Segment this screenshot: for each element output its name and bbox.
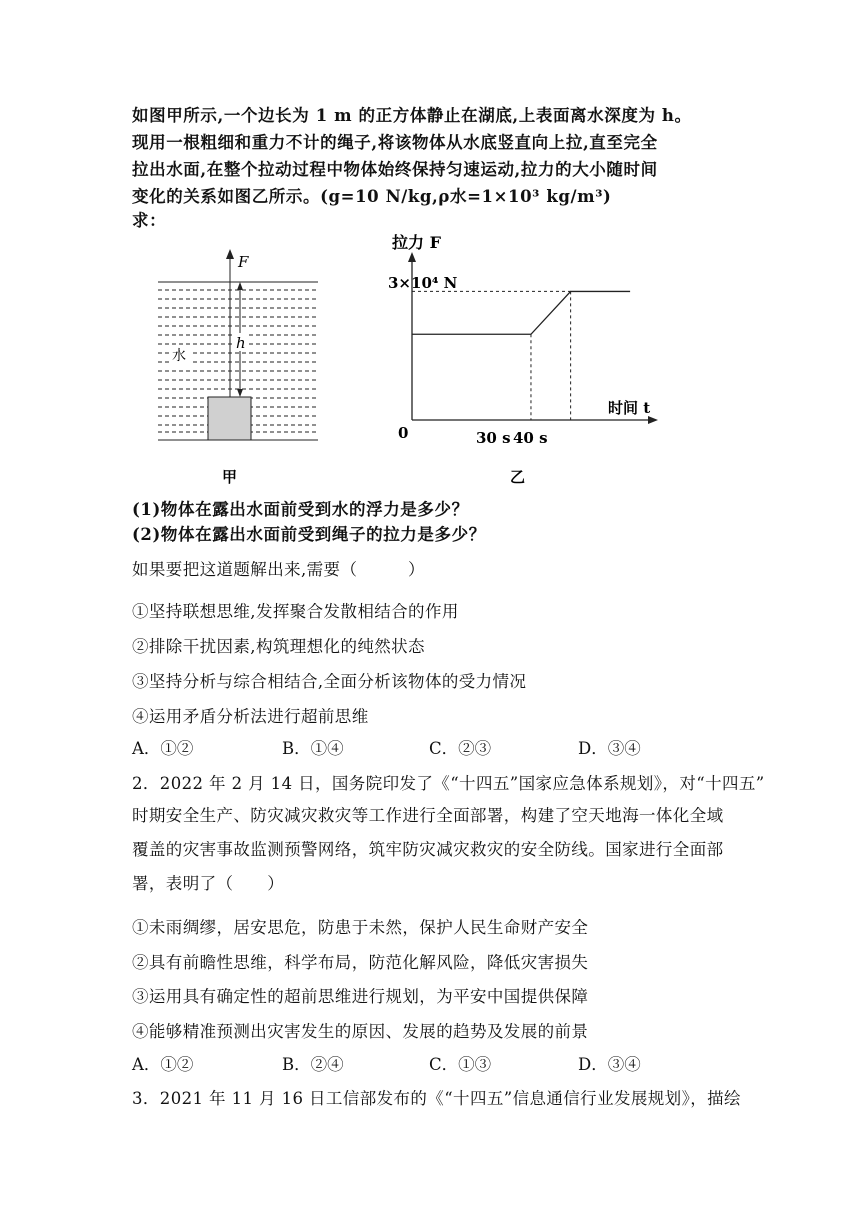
chart-xlabel: 时间 t bbox=[608, 399, 651, 417]
q2-option-c[interactable]: C．①③ bbox=[429, 1055, 492, 1074]
chart-y-axis-arrow bbox=[408, 252, 416, 262]
q2-stem-line: 2．2022 年 2 月 14 日，国务院印发了《“十四五”国家应急体系规划》，对“十四五” bbox=[132, 774, 765, 793]
intro-line: 变化的关系如图乙所示。(g=10 N/kg,ρ水=1×10³ kg/m³) bbox=[132, 187, 612, 206]
q1-statement-3: ③坚持分析与综合相结合,全面分析该物体的受力情况 bbox=[132, 672, 527, 691]
q1-statement-1: ①坚持联想思维,发挥聚合发散相结合的作用 bbox=[132, 602, 459, 621]
q2-statement-1: ①未雨绸缪，居安思危，防患于未然，保护人民生命财产安全 bbox=[132, 918, 589, 937]
intro-line: 求： bbox=[132, 211, 167, 230]
water-label: 水 bbox=[172, 348, 186, 364]
intro-line: 如图甲所示,一个边长为 1 m 的正方体静止在湖底,上表面离水深度为 h。 bbox=[132, 106, 692, 125]
q2-statement-3: ③运用具有确定性的超前思维进行规划，为平安中国提供保障 bbox=[132, 987, 589, 1006]
caption-jia: 甲 bbox=[222, 468, 238, 486]
q1-option-a[interactable]: A．①② bbox=[132, 739, 194, 758]
q2-statement-2: ②具有前瞻性思维，科学布局，防范化解风险，降低灾害损失 bbox=[132, 953, 589, 972]
chart-x-axis-arrow bbox=[648, 416, 658, 424]
q1-option-d[interactable]: D．③④ bbox=[578, 739, 641, 758]
q2-option-a[interactable]: A．①② bbox=[132, 1055, 194, 1074]
q2-stem-line: 覆盖的灾害事故监测预警网络，筑牢防灾减灾救灾的安全防线。国家进行全面部 bbox=[132, 840, 724, 859]
figure-jia bbox=[150, 245, 330, 495]
caption-yi: 乙 bbox=[510, 468, 526, 486]
intro-line: 现用一根粗细和重力不计的绳子,将该物体从水底竖直向上拉,直至完全 bbox=[132, 133, 658, 152]
q3-stem-line: 3．2021 年 11 月 16 日工信部发布的《“十四五”信息通信行业发展规划》，描绘 bbox=[132, 1089, 741, 1108]
depth-label: h bbox=[236, 334, 246, 352]
chart-origin-label: 0 bbox=[398, 424, 409, 442]
q1-option-b[interactable]: B．①④ bbox=[282, 739, 344, 758]
force-arrow-head bbox=[226, 249, 234, 259]
chart-xtick-label-30: 30 s bbox=[476, 429, 511, 447]
depth-arrow-bottom bbox=[237, 389, 243, 397]
sub-question-2: (2)物体在露出水面前受到绳子的拉力是多少？ bbox=[132, 525, 486, 544]
sub-question-1: (1)物体在露出水面前受到水的浮力是多少？ bbox=[132, 500, 469, 519]
figure-yi-chart bbox=[380, 228, 670, 493]
q1-option-c[interactable]: C．②③ bbox=[429, 739, 492, 758]
chart-xtick-label-40: 40 s bbox=[513, 429, 548, 447]
depth-arrow-top bbox=[237, 282, 243, 290]
q1-stem: 如果要把这道题解出来,需要（ ） bbox=[132, 560, 425, 579]
q1-statement-2: ②排除干扰因素,构筑理想化的纯然状态 bbox=[132, 637, 425, 656]
q2-statement-4: ④能够精准预测出灾害发生的原因、发展的趋势及发展的前景 bbox=[132, 1022, 589, 1041]
chart-ytick-label: 3×10⁴ N bbox=[388, 274, 458, 292]
q2-option-d[interactable]: D．③④ bbox=[578, 1055, 641, 1074]
chart-ylabel: 拉力 F bbox=[392, 233, 441, 252]
chart-series-line bbox=[412, 291, 630, 334]
intro-line: 拉出水面,在整个拉动过程中物体始终保持匀速运动,拉力的大小随时间 bbox=[132, 160, 658, 179]
q1-statement-4: ④运用矛盾分析法进行超前思维 bbox=[132, 707, 369, 726]
q2-stem-line: 时期安全生产、防灾减灾救灾等工作进行全面部署，构建了空天地海一体化全域 bbox=[132, 806, 724, 825]
q2-option-b[interactable]: B．②④ bbox=[282, 1055, 344, 1074]
cube-block bbox=[208, 397, 251, 440]
q2-stem-line: 署，表明了（ ） bbox=[132, 874, 285, 893]
force-label: F bbox=[238, 253, 249, 271]
